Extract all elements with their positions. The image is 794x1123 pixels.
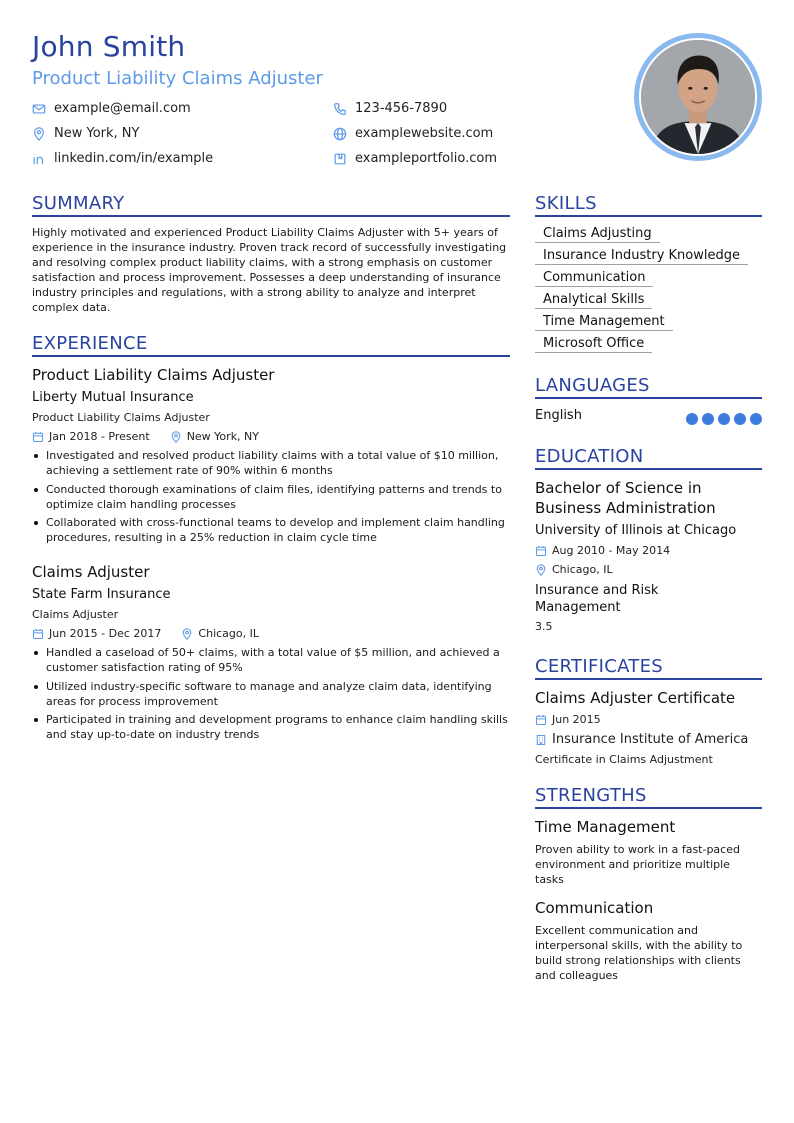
proficiency-dot bbox=[718, 413, 730, 425]
contact-portfolio[interactable] bbox=[333, 151, 497, 166]
education-gpa: 3.5 bbox=[535, 620, 553, 633]
contact-location bbox=[32, 126, 139, 141]
list-item: Utilized industry-specific software to manage and analyze claim data, identifying areas for process improvement bbox=[32, 679, 514, 709]
strengths-heading: STRENGTHS bbox=[535, 785, 647, 806]
skill-tag: Analytical Skills bbox=[535, 292, 652, 309]
language-name: English bbox=[535, 408, 582, 423]
job-role: Product Liability Claims Adjuster bbox=[32, 411, 210, 424]
job-role: Claims Adjuster bbox=[32, 608, 119, 621]
strength-title: Communication bbox=[535, 899, 654, 917]
languages-heading: LANGUAGES bbox=[535, 375, 650, 396]
location-pin-icon bbox=[32, 127, 46, 141]
strength-text: Proven ability to work in a fast-paced environment and prioritize multiple tasks bbox=[535, 843, 740, 886]
location-pin-icon bbox=[170, 431, 182, 443]
skills-divider bbox=[535, 215, 762, 217]
calendar-icon bbox=[32, 628, 44, 640]
list-item: Conducted thorough examinations of claim files, identifying patterns and trends to optimize claim handling processes bbox=[32, 482, 514, 512]
job-dates: Jun 2015 - Dec 2017 bbox=[49, 627, 162, 640]
job-title: Product Liability Claims Adjuster bbox=[32, 366, 275, 384]
building-icon bbox=[535, 734, 547, 746]
skill-tag: Communication bbox=[535, 270, 653, 287]
candidate-name: John Smith bbox=[32, 30, 186, 63]
calendar-icon bbox=[32, 431, 44, 443]
job-meta bbox=[32, 430, 259, 443]
contact-website[interactable] bbox=[333, 126, 493, 141]
envelope-icon bbox=[32, 102, 46, 116]
certificate-issuer-row bbox=[535, 732, 748, 747]
education-degree: Bachelor of Science in Business Administration bbox=[535, 479, 716, 517]
job-bullets bbox=[32, 645, 514, 746]
proficiency-dot bbox=[686, 413, 698, 425]
phone-text: 123-456-7890 bbox=[355, 101, 448, 116]
calendar-icon bbox=[535, 714, 547, 726]
education-dates: Aug 2010 - May 2014 bbox=[552, 544, 671, 557]
education-field: Insurance and Risk Management bbox=[535, 583, 659, 615]
portfolio-text: exampleportfolio.com bbox=[355, 151, 497, 166]
language-level-rating bbox=[686, 413, 762, 425]
skill-tag: Claims Adjusting bbox=[535, 226, 660, 243]
certificate-date-row bbox=[535, 713, 601, 726]
languages-divider bbox=[535, 397, 762, 399]
list-item: Handled a caseload of 50+ claims, with a total value of $5 million, and achieved a customer satisfaction rating of 95% bbox=[32, 645, 514, 675]
strengths-divider bbox=[535, 807, 762, 809]
education-heading: EDUCATION bbox=[535, 446, 644, 467]
proficiency-dot bbox=[734, 413, 746, 425]
job-dates: Jan 2018 - Present bbox=[49, 430, 150, 443]
website-text: examplewebsite.com bbox=[355, 126, 494, 141]
email-text: example@email.com bbox=[54, 101, 191, 116]
job-company: Liberty Mutual Insurance bbox=[32, 390, 194, 405]
education-divider bbox=[535, 468, 762, 470]
candidate-title: Product Liability Claims Adjuster bbox=[32, 68, 323, 89]
portfolio-icon bbox=[333, 152, 347, 166]
job-location: Chicago, IL bbox=[198, 627, 259, 640]
education-school: University of Illinois at Chicago bbox=[535, 523, 737, 538]
location-pin-icon bbox=[181, 628, 193, 640]
list-item: Investigated and resolved product liability claims with a total value of $10 million, achieving a settlement rate of 90% within 6 months bbox=[32, 448, 514, 478]
contact-phone[interactable] bbox=[333, 101, 447, 116]
education-location-row bbox=[535, 563, 613, 576]
job-meta bbox=[32, 627, 259, 640]
contact-email[interactable] bbox=[32, 101, 191, 116]
certificate-description: Certificate in Claims Adjustment bbox=[535, 753, 713, 766]
strength-text: Excellent communication and interpersonal skills, with the ability to build strong relationships with clients and colleagues bbox=[535, 924, 743, 982]
certificate-title: Claims Adjuster Certificate bbox=[535, 689, 736, 707]
phone-icon bbox=[333, 102, 347, 116]
education-location: Chicago, IL bbox=[552, 563, 613, 576]
summary-text: Highly motivated and experienced Product Liability Claims Adjuster with 5+ years of experience in the insurance industry. Proven track record of successfully investigating and resolving complex product liability claims, with a strong emphasis on customer satisfaction and process improvement. Possesses a deep understanding of insurance industry principles and regulations, with a strong ability to analyze and interpret complex data. bbox=[32, 226, 507, 314]
list-item: Participated in training and development programs to enhance claim handling skills and stay up-to-date on industry trends bbox=[32, 712, 514, 742]
proficiency-dot bbox=[702, 413, 714, 425]
certificates-divider bbox=[535, 678, 762, 680]
profile-photo bbox=[639, 38, 757, 156]
certificates-heading: CERTIFICATES bbox=[535, 656, 663, 677]
job-bullets bbox=[32, 448, 514, 549]
experience-divider bbox=[32, 355, 510, 357]
certificate-issuer: Insurance Institute of America bbox=[552, 732, 749, 747]
experience-heading: EXPERIENCE bbox=[32, 333, 148, 354]
profile-photo-frame bbox=[634, 33, 762, 161]
proficiency-dot bbox=[750, 413, 762, 425]
contact-linkedin[interactable] bbox=[32, 151, 213, 166]
location-pin-icon bbox=[535, 564, 547, 576]
globe-icon bbox=[333, 127, 347, 141]
strength-title: Time Management bbox=[535, 818, 676, 836]
summary-heading: SUMMARY bbox=[32, 193, 125, 214]
job-location: New York, NY bbox=[186, 430, 259, 443]
job-company: State Farm Insurance bbox=[32, 587, 171, 602]
job-title: Claims Adjuster bbox=[32, 563, 150, 581]
skills-heading: SKILLS bbox=[535, 193, 597, 214]
summary-divider bbox=[32, 215, 510, 217]
linkedin-icon bbox=[32, 152, 46, 166]
calendar-icon bbox=[535, 545, 547, 557]
location-text: New York, NY bbox=[54, 126, 140, 141]
skill-tag: Microsoft Office bbox=[535, 336, 652, 353]
linkedin-text: linkedin.com/in/example bbox=[54, 151, 214, 166]
skill-tag: Insurance Industry Knowledge bbox=[535, 248, 748, 265]
certificate-date: Jun 2015 bbox=[552, 713, 601, 726]
list-item: Collaborated with cross-functional teams to develop and implement claim handling procedures, resulting in a 25% reduction in claim cycle time bbox=[32, 515, 514, 545]
education-dates-row bbox=[535, 544, 670, 557]
skill-tag: Time Management bbox=[535, 314, 673, 331]
